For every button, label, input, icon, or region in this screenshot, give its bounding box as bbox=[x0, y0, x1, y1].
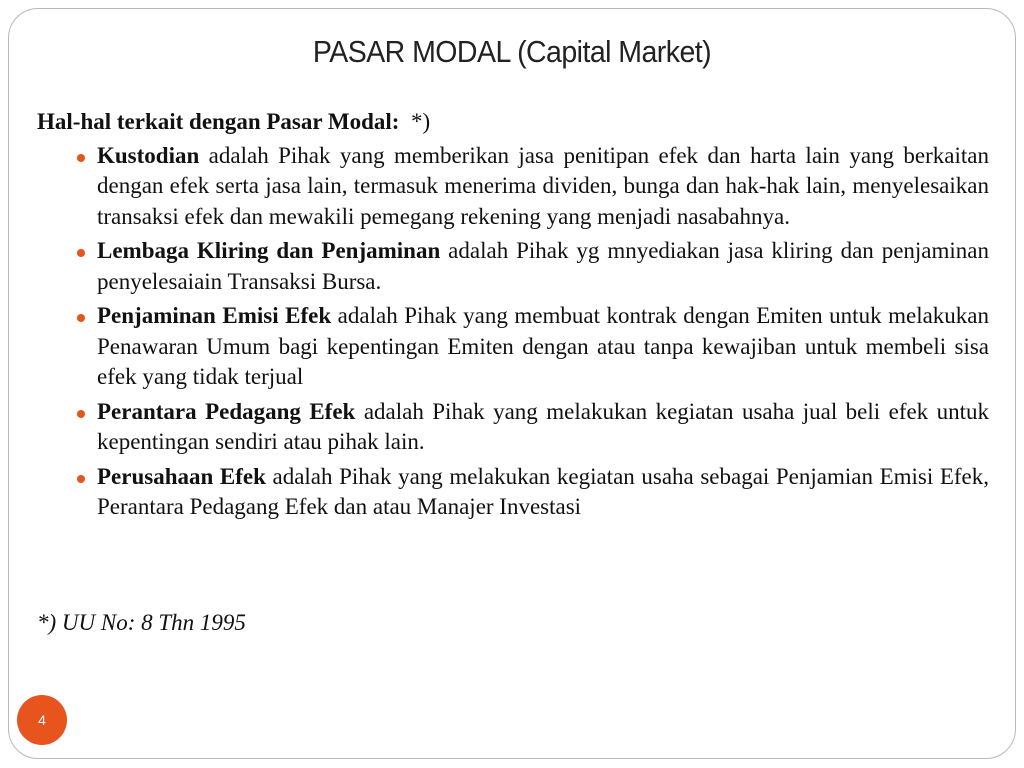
intro-footnote-marker: *) bbox=[410, 109, 431, 134]
item-text: adalah Pihak yang melakukan kegiatan usaha sebagai Penjamian Emisi Efek, Perantara Pedagang Efek dan atau Manajer Investasi bbox=[97, 463, 989, 519]
item-term: Kustodian bbox=[97, 142, 200, 168]
slide-title: PASAR MODAL (Capital Market) bbox=[312, 34, 712, 69]
bullet-dot-icon bbox=[77, 154, 85, 162]
intro-line bbox=[37, 107, 989, 138]
item-term: Perusahaan Efek bbox=[97, 463, 266, 489]
item-term: Lembaga Kliring dan Penjaminan bbox=[97, 238, 441, 263]
list-item bbox=[97, 141, 989, 233]
list-item bbox=[97, 462, 989, 523]
list-item bbox=[97, 236, 989, 297]
intro-heading: Hal-hal terkait dengan Pasar Modal: bbox=[37, 109, 400, 134]
list-item bbox=[97, 397, 989, 458]
list-item bbox=[97, 301, 989, 393]
item-text: adalah Pihak yang melakukan kegiatan usaha jual beli efek untuk kepentingan sendiri atau pihak lain. bbox=[97, 398, 990, 454]
bullet-dot-icon bbox=[77, 314, 85, 322]
item-text: adalah Pihak yg mnyediakan jasa kliring dan penjaminan penyelesaiain Transaksi Bursa. bbox=[97, 238, 990, 294]
footnote: *) UU No: 8 Thn 1995 bbox=[37, 610, 246, 635]
slide-body bbox=[37, 107, 989, 527]
item-text: adalah Pihak yang memberikan jasa penitipan efek dan harta lain yang berkaitan dengan efek serta jasa lain, termasuk menerima dividen, bunga dan hak-hak lain, menyelesaikan transaksi efek dan mewakili pemegang rekening yang menjadi nasabahnya. bbox=[97, 142, 989, 229]
item-term: Penjaminan Emisi Efek bbox=[97, 303, 332, 328]
page-number-badge: 4 bbox=[17, 695, 67, 745]
definition-list bbox=[37, 141, 989, 523]
item-term: Perantara Pedagang Efek bbox=[97, 398, 356, 424]
bullet-dot-icon bbox=[77, 249, 85, 257]
bullet-dot-icon bbox=[77, 475, 85, 483]
item-text: adalah Pihak yang membuat kontrak dengan Emiten untuk melakukan Penawaran Umum bagi kepentingan Emiten dengan atau tanpa kewajiban untuk membeli sisa efek yang tidak terjual bbox=[97, 303, 989, 389]
bullet-dot-icon bbox=[77, 410, 85, 418]
